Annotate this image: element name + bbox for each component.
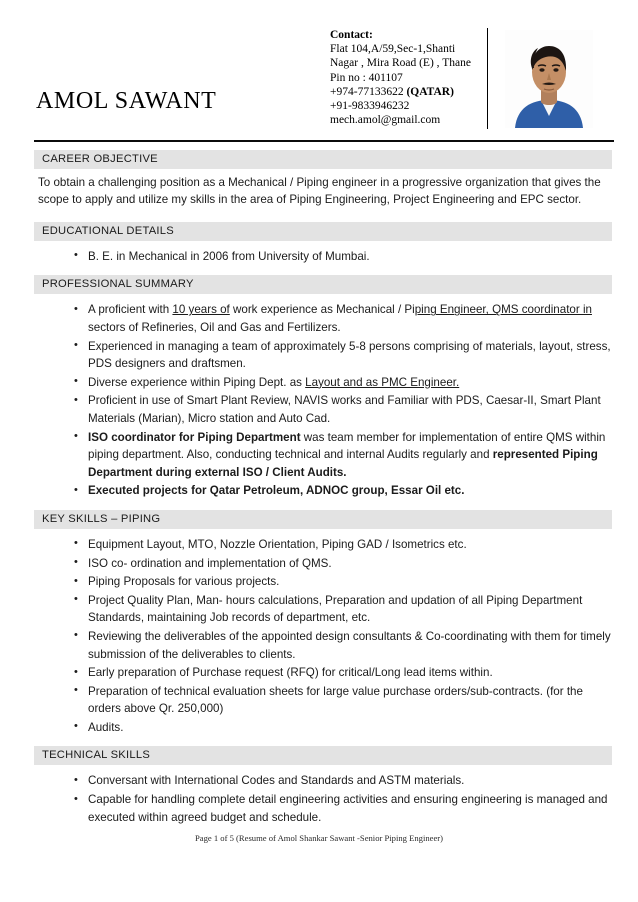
list-item: • Equipment Layout, MTO, Nozzle Orientation, Piping GAD / Isometrics etc. <box>74 536 616 554</box>
list-item: • B. E. in Mechanical in 2006 from University of Mumbai. <box>74 248 616 266</box>
header-vertical-divider <box>487 28 488 129</box>
resume-content <box>0 150 638 827</box>
spacer <box>0 209 638 222</box>
section-heading-career-objective: CAREER OBJECTIVE <box>34 150 612 169</box>
portrait-photo-icon <box>505 30 593 128</box>
list-item <box>74 429 616 482</box>
contact-label: Contact: <box>330 29 373 41</box>
contact-address-line-1: Flat 104,A/59,Sec-1,Shanti <box>330 43 456 56</box>
contact-phone-qatar-number: +974-77133622 <box>330 85 407 98</box>
list-item: • Project Quality Plan, Man- hours calculations, Preparation and updation of all Piping Department Standards, maintaining Job records of department, etc. <box>74 592 616 627</box>
list-item <box>74 482 616 500</box>
list-item: • Conversant with International Codes and Standards and ASTM materials. <box>74 772 616 790</box>
list-item: • Audits. <box>74 719 616 737</box>
key-skills-piping-list <box>0 536 616 737</box>
header-horizontal-rule <box>34 140 614 142</box>
list-item-text: Executed projects for Qatar Petroleum, ADNOC group, Essar Oil etc. <box>88 484 465 498</box>
contact-email: mech.amol@gmail.com <box>330 114 441 127</box>
list-item <box>74 338 616 373</box>
list-item-text: was team member for implementation of entire QMS within piping department. Also, conducting technical and internal Audits regularly and <box>88 430 606 462</box>
section-heading-educational-details: EDUCATIONAL DETAILS <box>34 222 612 241</box>
spacer <box>0 737 638 746</box>
list-item: • Preparation of technical evaluation sheets for large value purchase orders/sub-contracts. (for the orders above Qr. 250,000) <box>74 683 616 718</box>
page-footer: Page 1 of 5 (Resume of Amol Shankar Sawant -Senior Piping Engineer) <box>195 833 443 843</box>
section-heading-professional-summary: PROFESSIONAL SUMMARY <box>34 275 612 294</box>
list-item-text: 10 years of <box>172 303 230 317</box>
spacer <box>0 501 638 510</box>
list-item-text: ISO coordinator for Piping Department <box>88 430 301 444</box>
list-item <box>74 392 616 427</box>
list-item-text: Layout and as PMC Engineer. <box>305 375 460 389</box>
contact-phone-qatar-country: (QATAR) <box>406 85 454 98</box>
spacer <box>0 266 638 275</box>
resume-header <box>0 0 638 127</box>
list-item: • ISO co- ordination and implementation of QMS. <box>74 555 616 573</box>
contact-phone-qatar <box>330 85 471 99</box>
section-heading-technical-skills: TECHNICAL SKILLS <box>34 746 612 765</box>
contact-address-line-2: Nagar , Mira Road (E) , Thane <box>330 57 471 70</box>
avatar <box>505 30 593 128</box>
list-item <box>74 374 616 392</box>
section-heading-key-skills-piping: KEY SKILLS – PIPING <box>34 510 612 529</box>
contact-pin: Pin no : 401107 <box>330 71 403 84</box>
contact-phone-india: +91-9833946232 <box>330 100 410 113</box>
list-item-text: Proficient in use of Smart Plant Review, NAVIS works and Familiar with PDS, Caesar-II, Smart Plant Materials (Marian), Micro station and Auto Cad. <box>88 394 601 425</box>
technical-skills-list <box>0 772 616 826</box>
list-item-text: represented Piping Department during external ISO / Client Audits. <box>88 448 598 479</box>
list-item-text: ping Engineer, QMS coordinator in <box>414 303 592 317</box>
list-item: • Early preparation of Purchase request (RFQ) for critical/Long lead items within. <box>74 664 616 682</box>
list-item <box>74 301 616 336</box>
list-item-text: work experience as Mechanical / Pi <box>229 303 415 317</box>
career-objective-text: To obtain a challenging position as a Mechanical / Piping engineer in a progressive organization that gives the scope to apply and utilize my skills in the area of Piping Engineering, Project Engineering and EPC sector. <box>38 176 601 207</box>
list-item-text: A proficient with <box>88 303 173 317</box>
list-item-text: Experienced in managing a team of approximately 5-8 persons comprising of materials, layout, stress, PDS designers and draftsmen. <box>88 339 611 371</box>
list-item: • Capable for handling complete detail engineering activities and ensuring engineering is managed and executed within agreed budget and schedule. <box>74 791 616 826</box>
educational-details-list <box>0 248 616 266</box>
page-title: AMOL SAWANT <box>36 88 217 114</box>
list-item-text: Diverse experience within Piping Dept. as <box>88 375 306 389</box>
contact-block <box>330 28 471 127</box>
list-item-text: sectors of Refineries, Oil and Gas and Fertilizers. <box>88 321 341 334</box>
list-item: • Reviewing the deliverables of the appointed design consultants & Co-coordinating with them for timely submission of the deliverables to clients. <box>74 628 616 663</box>
list-item: • Piping Proposals for various projects. <box>74 573 616 591</box>
professional-summary-list <box>0 301 616 500</box>
